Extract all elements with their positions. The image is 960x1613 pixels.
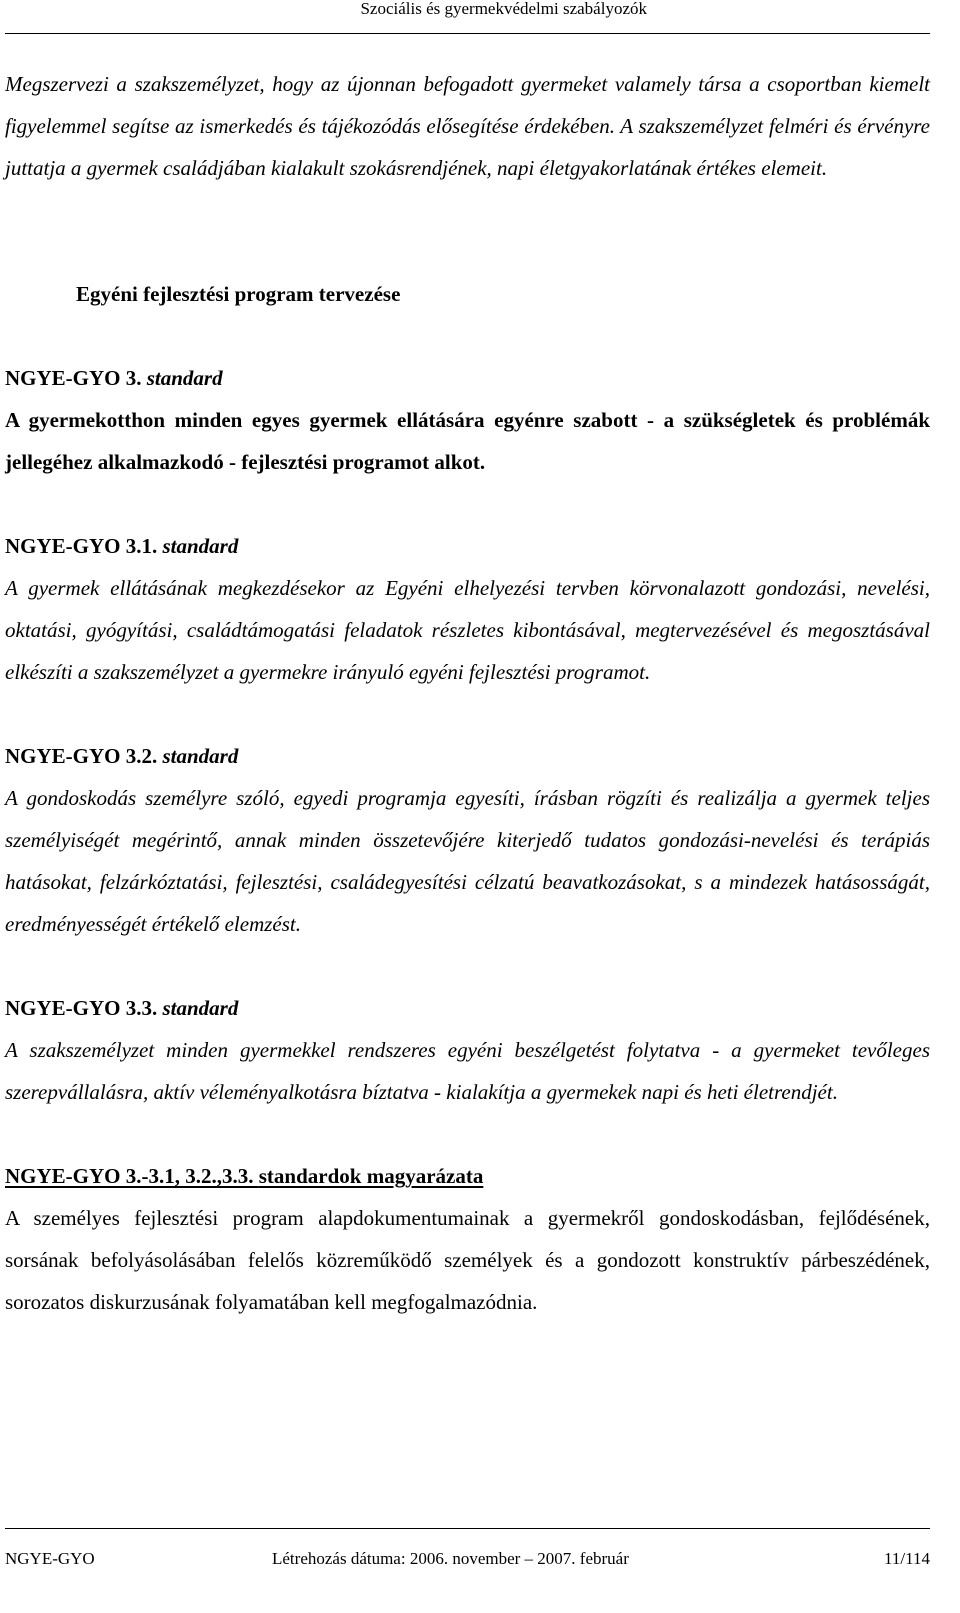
header-title: Szociális és gyermekvédelmi szabályozók xyxy=(360,0,647,18)
standard-title xyxy=(5,987,930,1029)
standard-text: A gyermekotthon minden egyes gyermek ellátására egyénre szabott - a szükségletek és problémák jellegéhez alkalmazkodó - fejlesztési programot alkot. xyxy=(5,408,930,474)
page-header xyxy=(0,0,960,44)
standard-code: NGYE-GYO 3.3. xyxy=(5,996,158,1020)
spacer xyxy=(5,189,930,273)
standard-label: standard xyxy=(162,534,239,558)
explanation-label: standardok magyarázata xyxy=(258,1164,484,1188)
spacer xyxy=(5,483,930,525)
standard-text: A gondoskodás személyre szóló, egyedi programja egyesíti, írásban rögzíti és realizálja a gyermek teljes személyiségét megérintő, annak minden összetevőjére kiterjedő tudatos gondozási-nevelési és terápiás hatásokat, felzárkóztatási, fejlesztési, családegyesítési célzatú beavatkozásokat, s a mindezek hatásosságát, eredményességét értékelő elemzést. xyxy=(5,786,930,936)
standards-explanation xyxy=(5,1155,930,1323)
standard-3-1 xyxy=(5,525,930,693)
explanation-text: A személyes fejlesztési program alapdokumentumainak a gyermekről gondoskodásban, fejlődésének, sorsának befolyásolásában felelős közreműködő személyek és a gondozott konstruktív párbeszédének, sorozatos diskurzusának folyamatában kell megfogalmazódnia. xyxy=(5,1206,930,1314)
section-heading: Egyéni fejlesztési program tervezése xyxy=(76,282,401,306)
standard-3 xyxy=(5,357,930,483)
footer-doc-code: NGYE-GYO xyxy=(5,1549,95,1568)
standard-3-2 xyxy=(5,735,930,945)
standard-title xyxy=(5,525,930,567)
spacer xyxy=(5,693,930,735)
standard-code: NGYE-GYO 3.2. xyxy=(5,744,158,768)
intro-paragraph: Megszervezi a szakszemélyzet, hogy az újonnan befogadott gyermeket valamely társa a csoportban kiemelt figyelemmel segítse az ismerkedés és tájékozódás elősegítése érdekében. A szakszemélyzet felméri és érvényre juttatja a gyermek családjában kialakult szokásrendjének, napi életgyakorlatának értékes elemeit. xyxy=(5,72,930,180)
footer-creation-date: Létrehozás dátuma: 2006. november – 2007. február xyxy=(272,1549,629,1568)
standard-code: NGYE-GYO 3. xyxy=(5,366,142,390)
spacer xyxy=(5,945,930,987)
standard-label: standard xyxy=(162,744,239,768)
document-body xyxy=(5,63,930,1323)
standard-text: A gyermek ellátásának megkezdésekor az Egyéni elhelyezési tervben körvonalazott gondozási, nevelési, oktatási, gyógyítási, családtámogatási feladatok részletes kibontásával, megtervezésével és megosztásával elkészíti a szakszemélyzet a gyermekre irányuló egyéni fejlesztési programot. xyxy=(5,576,930,684)
footer-row xyxy=(5,1529,930,1569)
page-footer xyxy=(5,1528,930,1569)
spacer xyxy=(5,315,930,357)
standard-title xyxy=(5,735,930,777)
standard-text: A szakszemélyzet minden gyermekkel rendszeres egyéni beszélgetést folytatva - a gyermeket tevőleges szerepvállalásra, aktív véleményalkotásra bíztatva - kialakítja a gyermekek napi és heti életrendjét. xyxy=(5,1038,930,1104)
explanation-title xyxy=(5,1155,930,1197)
standard-label: standard xyxy=(146,366,223,390)
standard-3-3 xyxy=(5,987,930,1113)
header-rule xyxy=(5,33,930,34)
standard-label: standard xyxy=(162,996,239,1020)
standard-title xyxy=(5,357,930,399)
explanation-code: NGYE-GYO 3.-3.1, 3.2.,3.3. xyxy=(5,1164,254,1188)
spacer xyxy=(5,1113,930,1155)
footer-page-number: 11/114 xyxy=(884,1549,930,1568)
standard-code: NGYE-GYO 3.1. xyxy=(5,534,158,558)
